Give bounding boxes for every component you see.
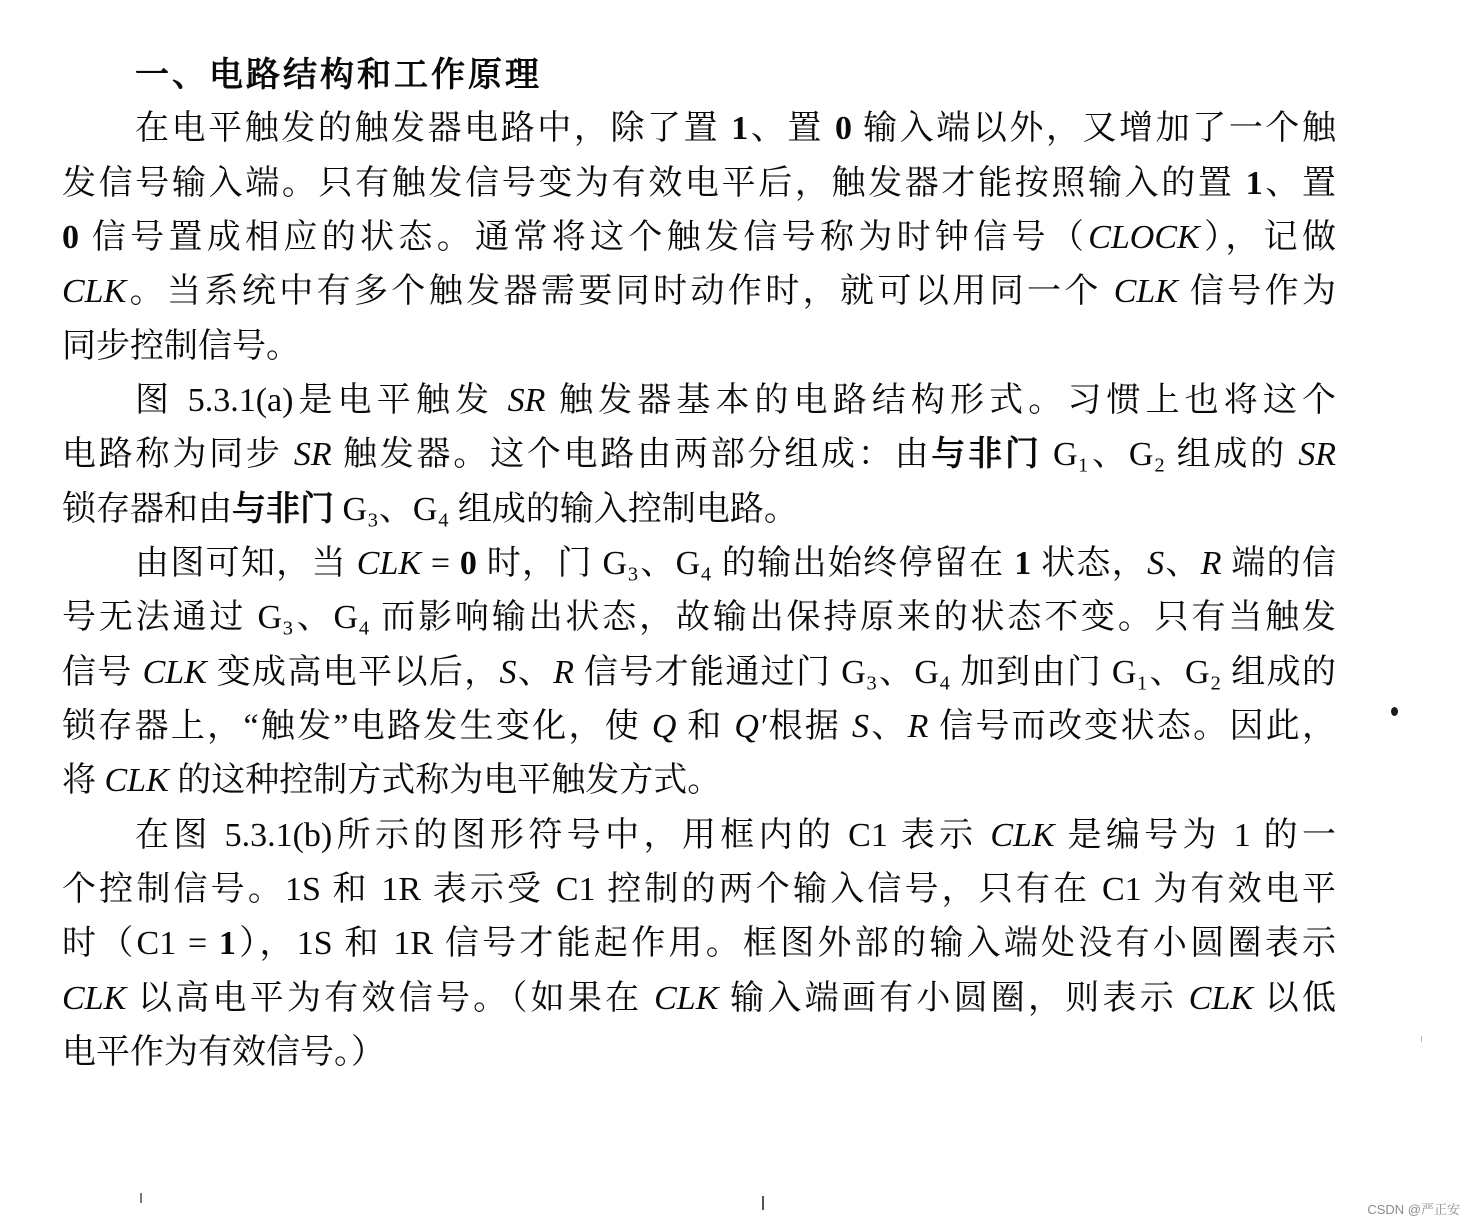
text-run: 、 [1164, 544, 1201, 582]
paragraph-line [62, 265, 1336, 319]
paragraph-circuit-structure [62, 374, 1336, 537]
text-run: 的这种控制方式称为电平触发方式。 [168, 762, 722, 800]
bold-text: 1 [1245, 164, 1263, 202]
bold-text: 1 [1014, 544, 1032, 582]
paragraph-line [62, 1026, 1336, 1080]
text-run: 、置 [748, 110, 836, 148]
text-run: 电路称为同步 [62, 436, 294, 474]
italic-symbol: Q′ [734, 707, 767, 745]
italic-symbol: Q [651, 707, 677, 745]
bold-text: 0 [62, 218, 79, 256]
paragraph-line [62, 972, 1336, 1026]
paragraph-line [62, 320, 1336, 374]
paragraph-line [62, 591, 1336, 645]
paragraph-working-principle [62, 537, 1336, 809]
text-run: 、置 [1262, 164, 1336, 202]
paragraph-graphic-symbol [62, 809, 1336, 1081]
text-run: 触发器基本的电路结构形式。习惯上也将这个 [545, 381, 1336, 419]
bold-text: 与非门 [931, 436, 1042, 474]
text-run: 触发器。这个电路由两部分组成：由 [331, 436, 932, 474]
section-heading: 一、电路结构和工作原理 [135, 56, 542, 94]
paragraph-line [62, 483, 1336, 537]
italic-symbol: CLK [1113, 273, 1178, 311]
italic-symbol: SR [293, 436, 332, 474]
italic-symbol: CLOCK [1088, 218, 1200, 256]
text-run: 、 [868, 707, 908, 745]
text-run: 、 [516, 653, 554, 691]
paragraph-line [62, 863, 1336, 917]
bold-text: 与非门 [232, 490, 334, 528]
italic-symbol: CLK [654, 979, 719, 1017]
text-run: 是编号为 1 的一 [1054, 816, 1336, 854]
text-run: 变成高电平以后， [206, 653, 500, 691]
text-run: 输入端以外，又增加了一个触 [852, 110, 1336, 148]
paragraph-line [62, 754, 1336, 808]
text-run: G₃、G₄ 组成的输入控制电路。 [334, 490, 798, 528]
bold-text: 1 [218, 925, 236, 963]
paragraph-line [62, 537, 1336, 591]
watermark: CSDN @严正安 [1367, 1202, 1460, 1217]
text-run: 时（C1 = [62, 925, 219, 963]
text-run: 在电平触发的触发器电路中，除了置 [135, 110, 732, 148]
bold-text: 0 [835, 110, 853, 148]
text-run: ），1S 和 1R 信号才能起作用。框图外部的输入端处没有小圆圈表示 [235, 925, 1336, 963]
italic-symbol: SR [1298, 436, 1336, 474]
text-run: 信号才能通过门 G₃、G₄ 加到由门 G₁、G₂ 组成的 [574, 653, 1336, 691]
bold-text: 1 [731, 110, 749, 148]
bold-text: 0 [459, 544, 477, 582]
italic-symbol: S [499, 653, 517, 691]
text-run: 将 [62, 762, 105, 800]
paragraph-line [62, 102, 1336, 156]
paragraph-line [62, 211, 1336, 265]
paragraph-line [62, 157, 1336, 211]
italic-symbol: CLK [990, 816, 1055, 854]
text-run: 在图 5.3.1(b)所示的图形符号中，用框内的 C1 表示 [135, 816, 991, 854]
text-run: 时，门 G₃、G₄ 的输出始终停留在 [476, 544, 1015, 582]
paragraph-line [62, 809, 1336, 863]
italic-symbol: R [553, 653, 575, 691]
italic-symbol: CLK [62, 979, 127, 1017]
paragraph-line [62, 646, 1336, 700]
scan-speck [1421, 1036, 1422, 1042]
text-run: 锁存器和由 [62, 490, 232, 528]
text-run: 信号作为 [1177, 273, 1336, 311]
italic-symbol: CLK [356, 544, 422, 582]
text-run: 。当系统中有多个触发器需要同时动作时，就可以用同一个 [126, 273, 1114, 311]
paragraph-line [62, 917, 1336, 971]
text-run: 锁存器上，“触发”电路发生变化，使 [62, 707, 652, 745]
text-run: 状态， [1031, 544, 1148, 582]
text-run: 信号 [62, 653, 143, 691]
text-run: 同步控制信号。 [62, 327, 300, 365]
text-run: 信号而改变状态。因此， [928, 707, 1336, 745]
italic-symbol: S [1147, 544, 1165, 582]
text-run: 号无法通过 G₃、G₄ 而影响输出状态，故输出保持原来的状态不变。只有当触发 [62, 599, 1336, 637]
italic-symbol: CLK [142, 653, 207, 691]
scan-speck [1391, 707, 1398, 716]
paragraph-line [62, 700, 1336, 754]
italic-symbol: CLK [104, 762, 169, 800]
scan-speck [140, 1193, 142, 1203]
text-run: 个控制信号。1S 和 1R 表示受 C1 控制的两个输入信号，只有在 C1 为有效电平 [62, 870, 1336, 908]
text-run: 输入端画有小圆圈，则表示 [718, 979, 1189, 1017]
text-run: 电平作为有效信号。） [62, 1033, 385, 1071]
paragraph-clock-signal [62, 102, 1336, 374]
text-run: = [421, 544, 460, 582]
text-run: 以高电平为有效信号。（如果在 [126, 979, 655, 1017]
text-run: 由图可知，当 [135, 544, 357, 582]
text-run: 端的信 [1221, 544, 1336, 582]
text-run: 发信号输入端。只有触发信号变为有效电平后，触发器才能按照输入的置 [62, 164, 1246, 202]
text-run: G₁、G₂ 组成的 [1041, 436, 1299, 474]
italic-symbol: CLK [1188, 979, 1254, 1017]
italic-symbol: R [1200, 544, 1222, 582]
scan-speck [762, 1196, 764, 1210]
text-run: 信号置成相应的状态。通常将这个触发信号称为时钟信号（ [79, 218, 1089, 256]
italic-symbol: SR [507, 381, 546, 419]
text-run: 以低 [1253, 979, 1336, 1017]
italic-symbol: CLK [62, 273, 127, 311]
italic-symbol: R [907, 707, 929, 745]
text-run: 图 5.3.1(a)是电平触发 [135, 381, 508, 419]
italic-symbol: S [851, 707, 869, 745]
paragraph-line [62, 428, 1336, 482]
text-run: 根据 [766, 707, 852, 745]
document-page [62, 48, 1336, 1080]
text-run: ），记做 [1199, 218, 1336, 256]
text-run: 和 [676, 707, 735, 745]
paragraph-line [62, 374, 1336, 428]
